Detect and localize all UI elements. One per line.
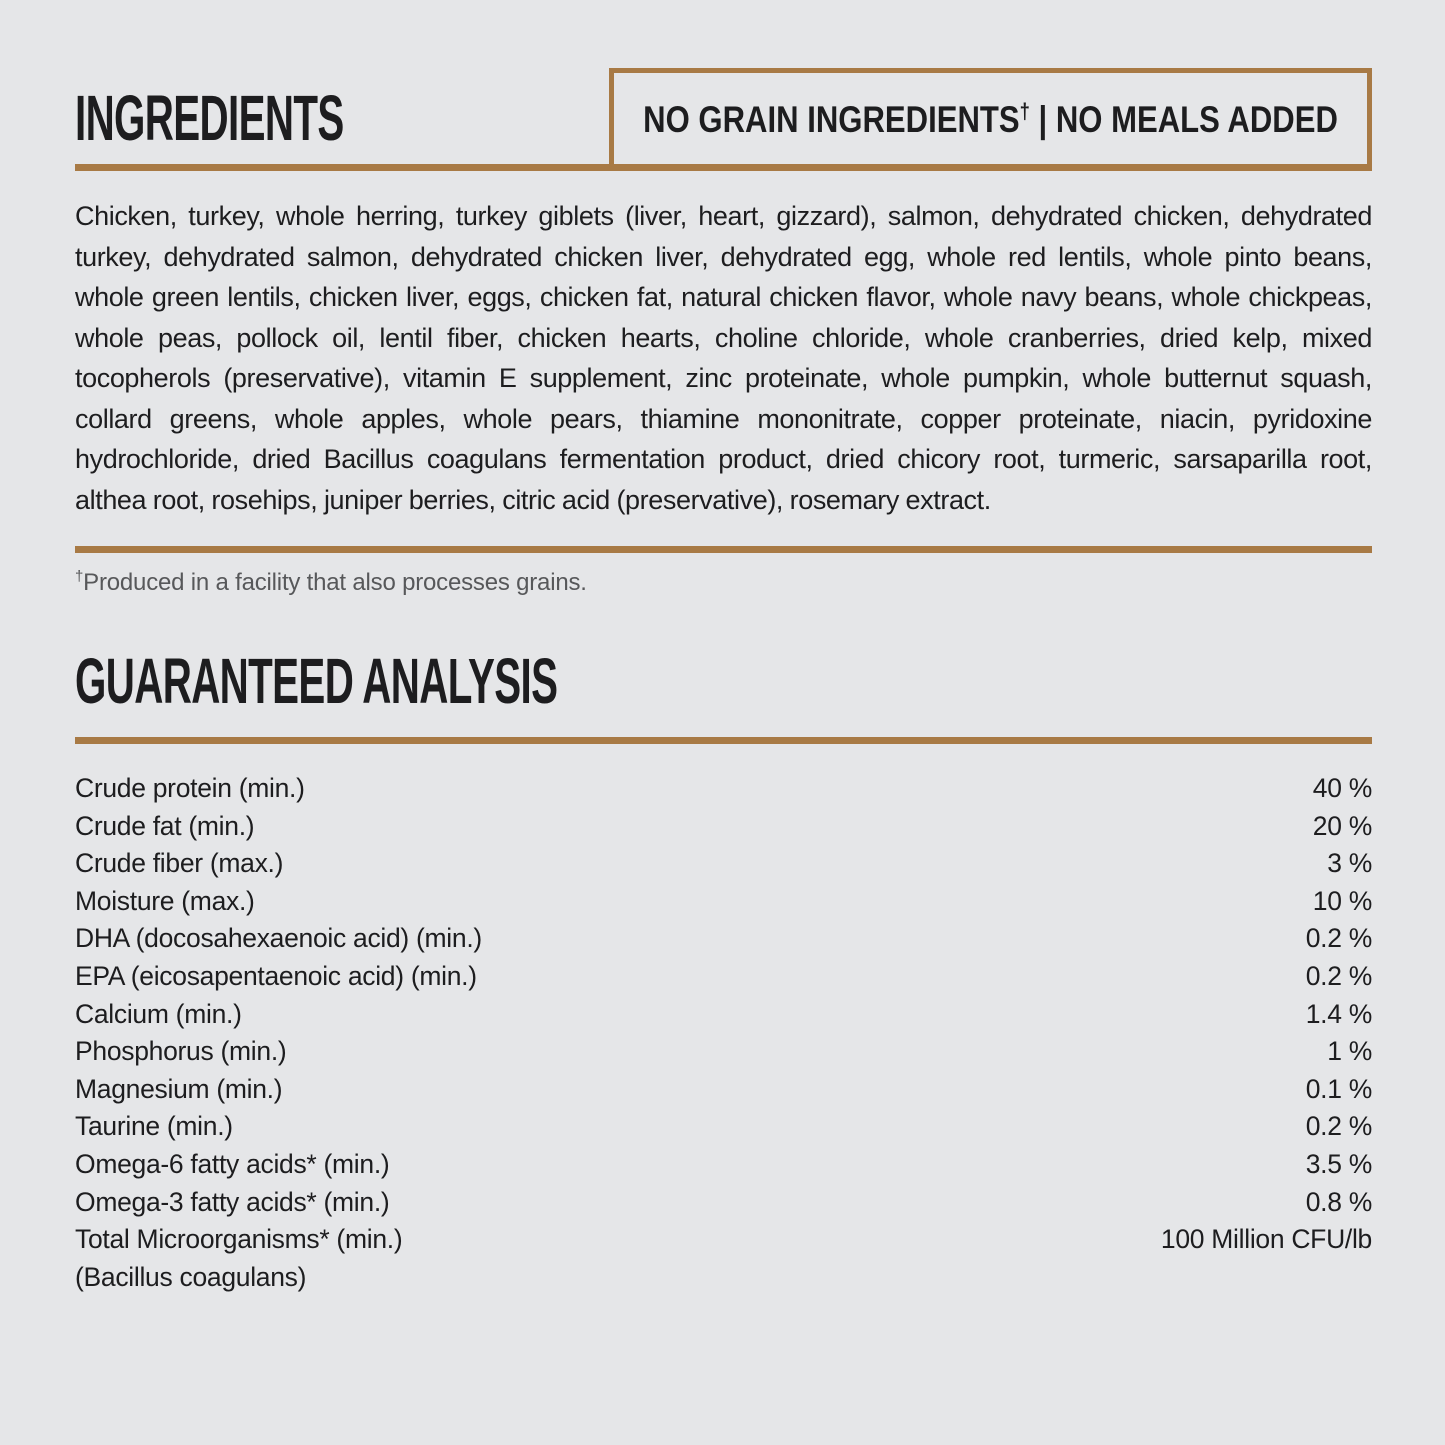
- grain-footnote: [75, 569, 1372, 597]
- row-value: 1 %: [1327, 1036, 1372, 1067]
- row-label: Moisture (max.): [75, 885, 255, 916]
- badge-part1: NO GRAIN INGREDIENTS: [643, 98, 1020, 140]
- row-label: Phosphorus (min.): [75, 1036, 287, 1067]
- row-label: EPA (eicosapentaenoic acid) (min.): [75, 960, 477, 991]
- row-label: (Bacillus coagulans): [75, 1261, 307, 1292]
- analysis-title: GUARANTEED ANALYSIS: [75, 645, 558, 717]
- table-row: [75, 958, 1372, 996]
- dagger-superscript: †: [1019, 98, 1030, 124]
- table-row: [75, 845, 1372, 883]
- row-label: Magnesium (min.): [75, 1073, 283, 1104]
- row-value: 1.4 %: [1305, 998, 1372, 1029]
- ingredients-header: [75, 68, 1372, 171]
- row-value: 3 %: [1327, 848, 1372, 879]
- table-row: [75, 1033, 1372, 1071]
- badge-part2: | NO MEALS ADDED: [1029, 98, 1338, 140]
- table-row: [75, 1221, 1372, 1259]
- row-label: Crude fat (min.): [75, 810, 255, 841]
- ingredients-title: INGREDIENTS: [75, 82, 344, 154]
- table-row: [75, 920, 1372, 958]
- ingredients-paragraph: Chicken, turkey, whole herring, turkey giblets (liver, heart, gizzard), salmon, dehydrated chicken, dehydrated turkey, dehydrated salmon, dehydrated chicken liver, dehydrated egg, whole red lentils, whole pinto beans, whole green lentils, chicken liver, eggs, chicken fat, natural chicken flavor, whole navy beans, whole chickpeas, whole peas, pollock oil, lentil fiber, chicken hearts, choline chloride, whole cranberries, dried kelp, mixed tocopherols (preservative), vitamin E supplement, zinc proteinate, whole pumpkin, whole butternut squash, collard greens, whole apples, whole pears, thiamine mononitrate, copper proteinate, niacin, pyridoxine hydrochloride, dried Bacillus coagulans fermentation product, dried chicory root, turmeric, sarsaparilla root, althea root, rosehips, juniper berries, citric acid (preservative), rosemary extract.: [75, 201, 1372, 515]
- row-value: 0.8 %: [1305, 1186, 1372, 1217]
- row-value: 0.2 %: [1305, 960, 1372, 991]
- row-value: 20 %: [1312, 810, 1372, 841]
- table-row: [75, 808, 1372, 846]
- row-value: 0.1 %: [1305, 1073, 1372, 1104]
- row-label: Calcium (min.): [75, 998, 242, 1029]
- row-label: Omega-3 fatty acids* (min.): [75, 1186, 390, 1217]
- row-label: Total Microorganisms* (min.): [75, 1224, 403, 1255]
- row-value: 0.2 %: [1305, 923, 1372, 954]
- row-value: 10 %: [1312, 885, 1372, 916]
- table-row: [75, 1108, 1372, 1146]
- table-row: [75, 883, 1372, 921]
- table-row: [75, 770, 1372, 808]
- table-row: [75, 1259, 1372, 1297]
- table-row: [75, 1184, 1372, 1222]
- row-label: Crude protein (min.): [75, 773, 305, 803]
- row-label: Omega-6 fatty acids* (min.): [75, 1148, 390, 1179]
- analysis-table: [75, 770, 1372, 1296]
- divider: [75, 546, 1372, 553]
- row-value: 3.5 %: [1305, 1148, 1372, 1179]
- no-grain-badge: [609, 68, 1372, 171]
- table-row: [75, 996, 1372, 1034]
- table-row: [75, 1146, 1372, 1184]
- footnote-text: Produced in a facility that also processes grains.: [83, 569, 587, 596]
- table-row: [75, 1071, 1372, 1109]
- dagger-superscript: †: [75, 568, 84, 585]
- row-value: 0.2 %: [1305, 1111, 1372, 1142]
- row-value: 40 %: [1312, 773, 1372, 803]
- no-grain-badge-text: [643, 99, 1338, 141]
- analysis-header: [75, 645, 1372, 717]
- row-label: Taurine (min.): [75, 1111, 233, 1142]
- row-label: DHA (docosahexaenoic acid) (min.): [75, 923, 482, 954]
- divider: [75, 737, 1372, 744]
- row-label: Crude fiber (max.): [75, 848, 284, 879]
- row-value: 100 Million CFU/lb: [1160, 1224, 1372, 1255]
